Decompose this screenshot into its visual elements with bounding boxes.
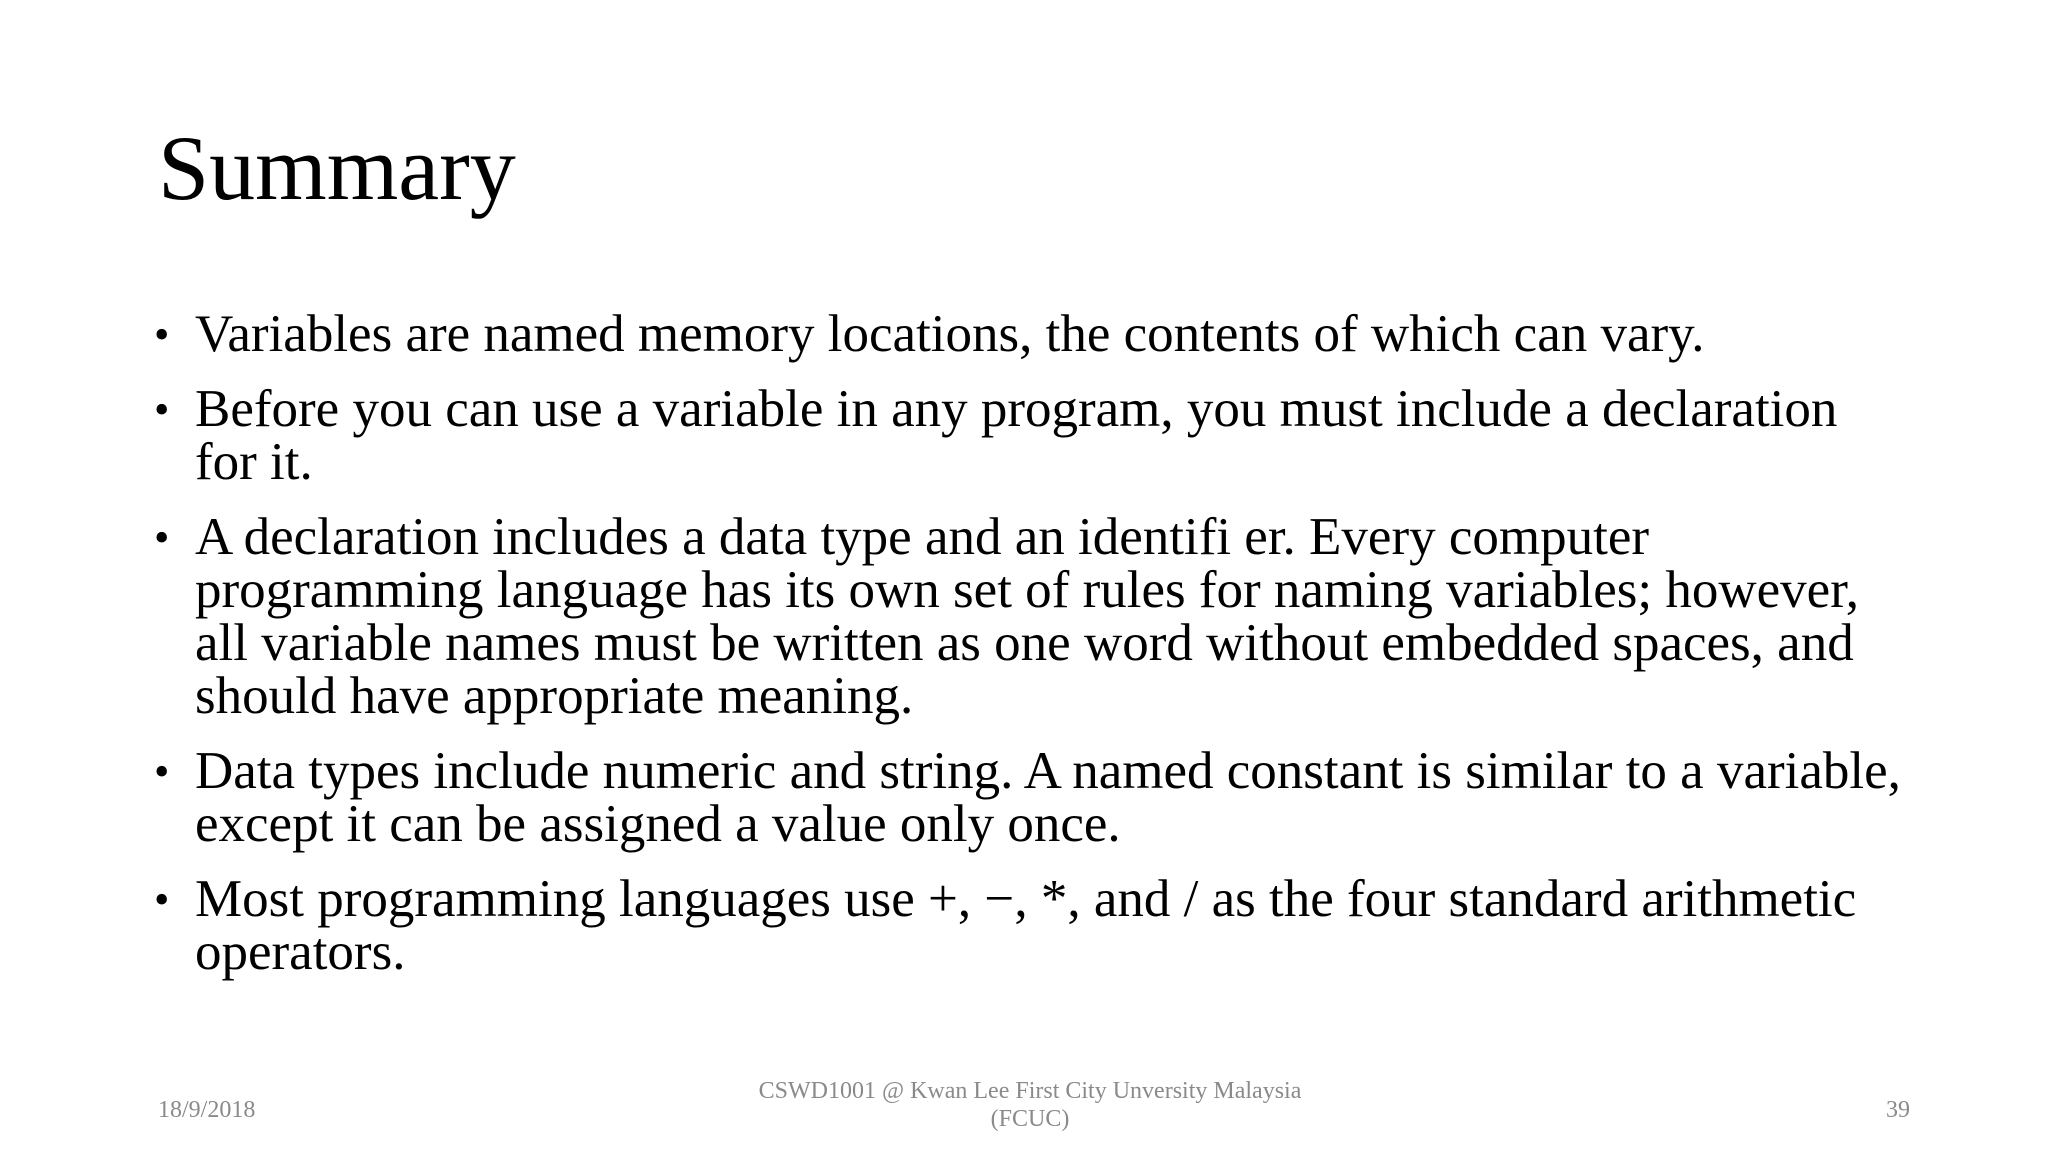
bullet-item: [150, 870, 1910, 981]
bullet-dot-icon: •: [154, 747, 170, 796]
bullet-dot-icon: •: [154, 513, 170, 562]
footer-course-line-1: CSWD1001 @ Kwan Lee First City Unversity Malaysia: [758, 1078, 1302, 1104]
bullet-item: [150, 508, 1910, 725]
bullet-list: [150, 305, 1910, 1001]
bullet-text: Data types include numeric and string. A named constant is similar to a variable, except it can be assigned a value only once.: [195, 742, 1901, 853]
footer-date: 18/9/2018: [158, 1097, 256, 1123]
footer-course-info: [720, 1077, 1340, 1133]
bullet-dot-icon: •: [154, 385, 170, 434]
bullet-item: [150, 380, 1910, 491]
bullet-text: A declaration includes a data type and an identifi er. Every computer programming language has its own set of rules for naming variables; however, all variable names must be written as one word without embedded spaces, and should have appropriate meaning.: [195, 508, 1859, 725]
page-number: 39: [1886, 1097, 1910, 1123]
bullet-item: [150, 742, 1910, 853]
bullet-text: Before you can use a variable in any program, you must include a declaration for it.: [195, 380, 1838, 491]
bullet-text: Most programming languages use +, −, *, and / as the four standard arithmetic operators.: [195, 870, 1857, 981]
bullet-text: Variables are named memory locations, the contents of which can vary.: [195, 305, 1705, 363]
bullet-item: [150, 305, 1910, 363]
footer-course-line-2: (FCUC): [990, 1106, 1070, 1132]
slide-title: Summary: [158, 117, 516, 219]
bullet-dot-icon: •: [154, 310, 170, 359]
bullet-dot-icon: •: [154, 875, 170, 924]
